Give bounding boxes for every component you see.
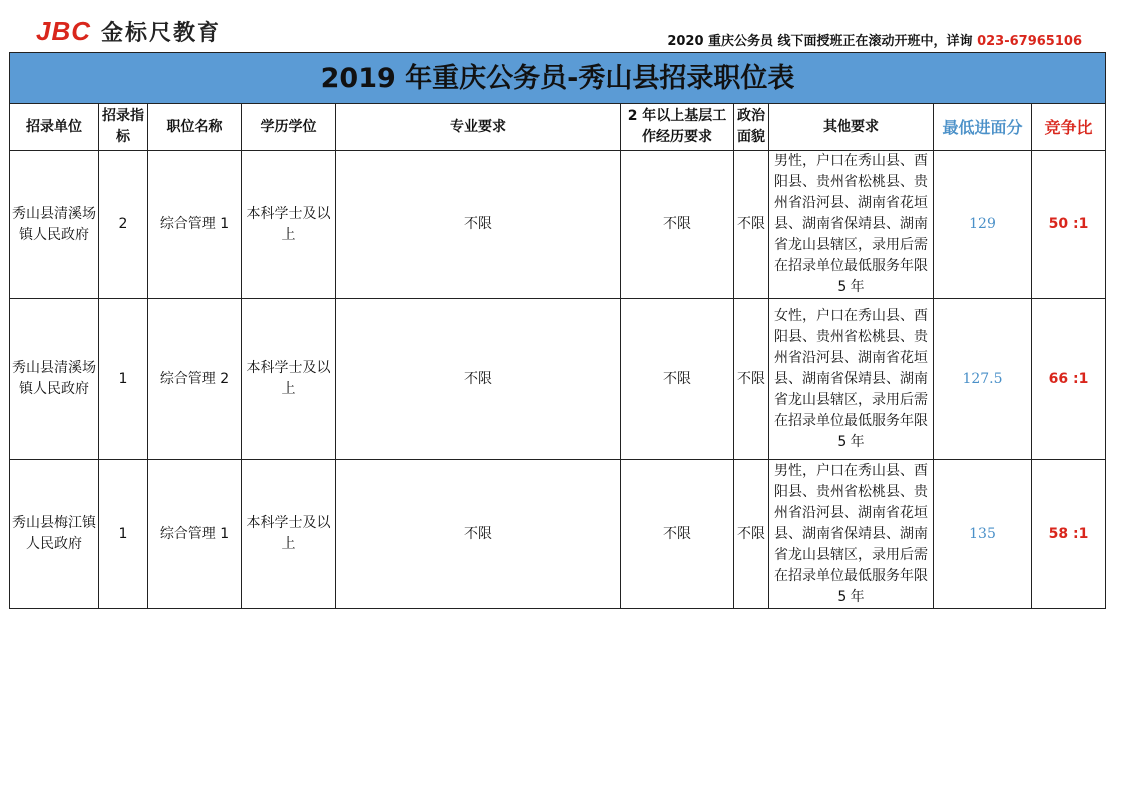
cell-quota: 1 <box>99 299 148 460</box>
cell-political: 不限 <box>734 151 769 299</box>
cell-education: 本科学士及以上 <box>242 460 336 609</box>
cell-political: 不限 <box>734 299 769 460</box>
cell-ratio: 50 :1 <box>1032 151 1106 299</box>
cell-quota: 2 <box>99 151 148 299</box>
cell-position: 综合管理 1 <box>148 460 242 609</box>
table-row <box>10 299 1106 460</box>
brand-logo <box>36 16 221 47</box>
cell-ratio: 66 :1 <box>1032 299 1106 460</box>
col-header-ratio: 竞争比 <box>1032 104 1106 151</box>
cell-ratio: 58 :1 <box>1032 460 1106 609</box>
logo-mark: JBC <box>36 16 92 46</box>
cell-other: 男性，户口在秀山县、酉阳县、贵州省松桃县、贵州省沿河县、湖南省花垣县、湖南省保靖县、湖南省龙山县辖区，录用后需在招录单位最低服务年限 5 年 <box>769 460 934 609</box>
cell-experience: 不限 <box>621 460 734 609</box>
cell-min-score: 129 <box>934 151 1032 299</box>
col-header-political: 政治面貌 <box>734 104 769 151</box>
cell-unit: 秀山县清溪场镇人民政府 <box>10 299 99 460</box>
col-header-major: 专业要求 <box>336 104 621 151</box>
col-header-position: 职位名称 <box>148 104 242 151</box>
cell-major: 不限 <box>336 151 621 299</box>
cell-experience: 不限 <box>621 151 734 299</box>
promo-text: 2020 重庆公务员 线下面授班正在滚动开班中，详询 <box>667 34 978 49</box>
cell-min-score: 127.5 <box>934 299 1032 460</box>
cell-quota: 1 <box>99 460 148 609</box>
cell-education: 本科学士及以上 <box>242 299 336 460</box>
cell-unit: 秀山县梅江镇人民政府 <box>10 460 99 609</box>
cell-position: 综合管理 1 <box>148 151 242 299</box>
cell-experience: 不限 <box>621 299 734 460</box>
table-row <box>10 151 1106 299</box>
cell-political: 不限 <box>734 460 769 609</box>
table-header-row <box>10 104 1106 151</box>
promo-phone: 023-67965106 <box>977 34 1082 49</box>
col-header-quota: 招录指标 <box>99 104 148 151</box>
col-header-unit: 招录单位 <box>10 104 99 151</box>
cell-education: 本科学士及以上 <box>242 151 336 299</box>
cell-major: 不限 <box>336 299 621 460</box>
page-header <box>0 0 1122 52</box>
col-header-education: 学历学位 <box>242 104 336 151</box>
table-title: 2019 年重庆公务员-秀山县招录职位表 <box>10 53 1106 104</box>
col-header-other: 其他要求 <box>769 104 934 151</box>
cell-other: 男性，户口在秀山县、酉阳县、贵州省松桃县、贵州省沿河县、湖南省花垣县、湖南省保靖县、湖南省龙山县辖区，录用后需在招录单位最低服务年限 5 年 <box>769 151 934 299</box>
cell-unit: 秀山县清溪场镇人民政府 <box>10 151 99 299</box>
col-header-experience: 2 年以上基层工作经历要求 <box>621 104 734 151</box>
promo-banner <box>667 30 1082 53</box>
col-header-min-score: 最低进面分 <box>934 104 1032 151</box>
logo-text: 金标尺教育 <box>101 21 222 46</box>
cell-position: 综合管理 2 <box>148 299 242 460</box>
cell-min-score: 135 <box>934 460 1032 609</box>
cell-major: 不限 <box>336 460 621 609</box>
table-row <box>10 460 1106 609</box>
cell-other: 女性，户口在秀山县、酉阳县、贵州省松桃县、贵州省沿河县、湖南省花垣县、湖南省保靖县、湖南省龙山县辖区，录用后需在招录单位最低服务年限 5 年 <box>769 299 934 460</box>
recruitment-table <box>9 52 1106 609</box>
